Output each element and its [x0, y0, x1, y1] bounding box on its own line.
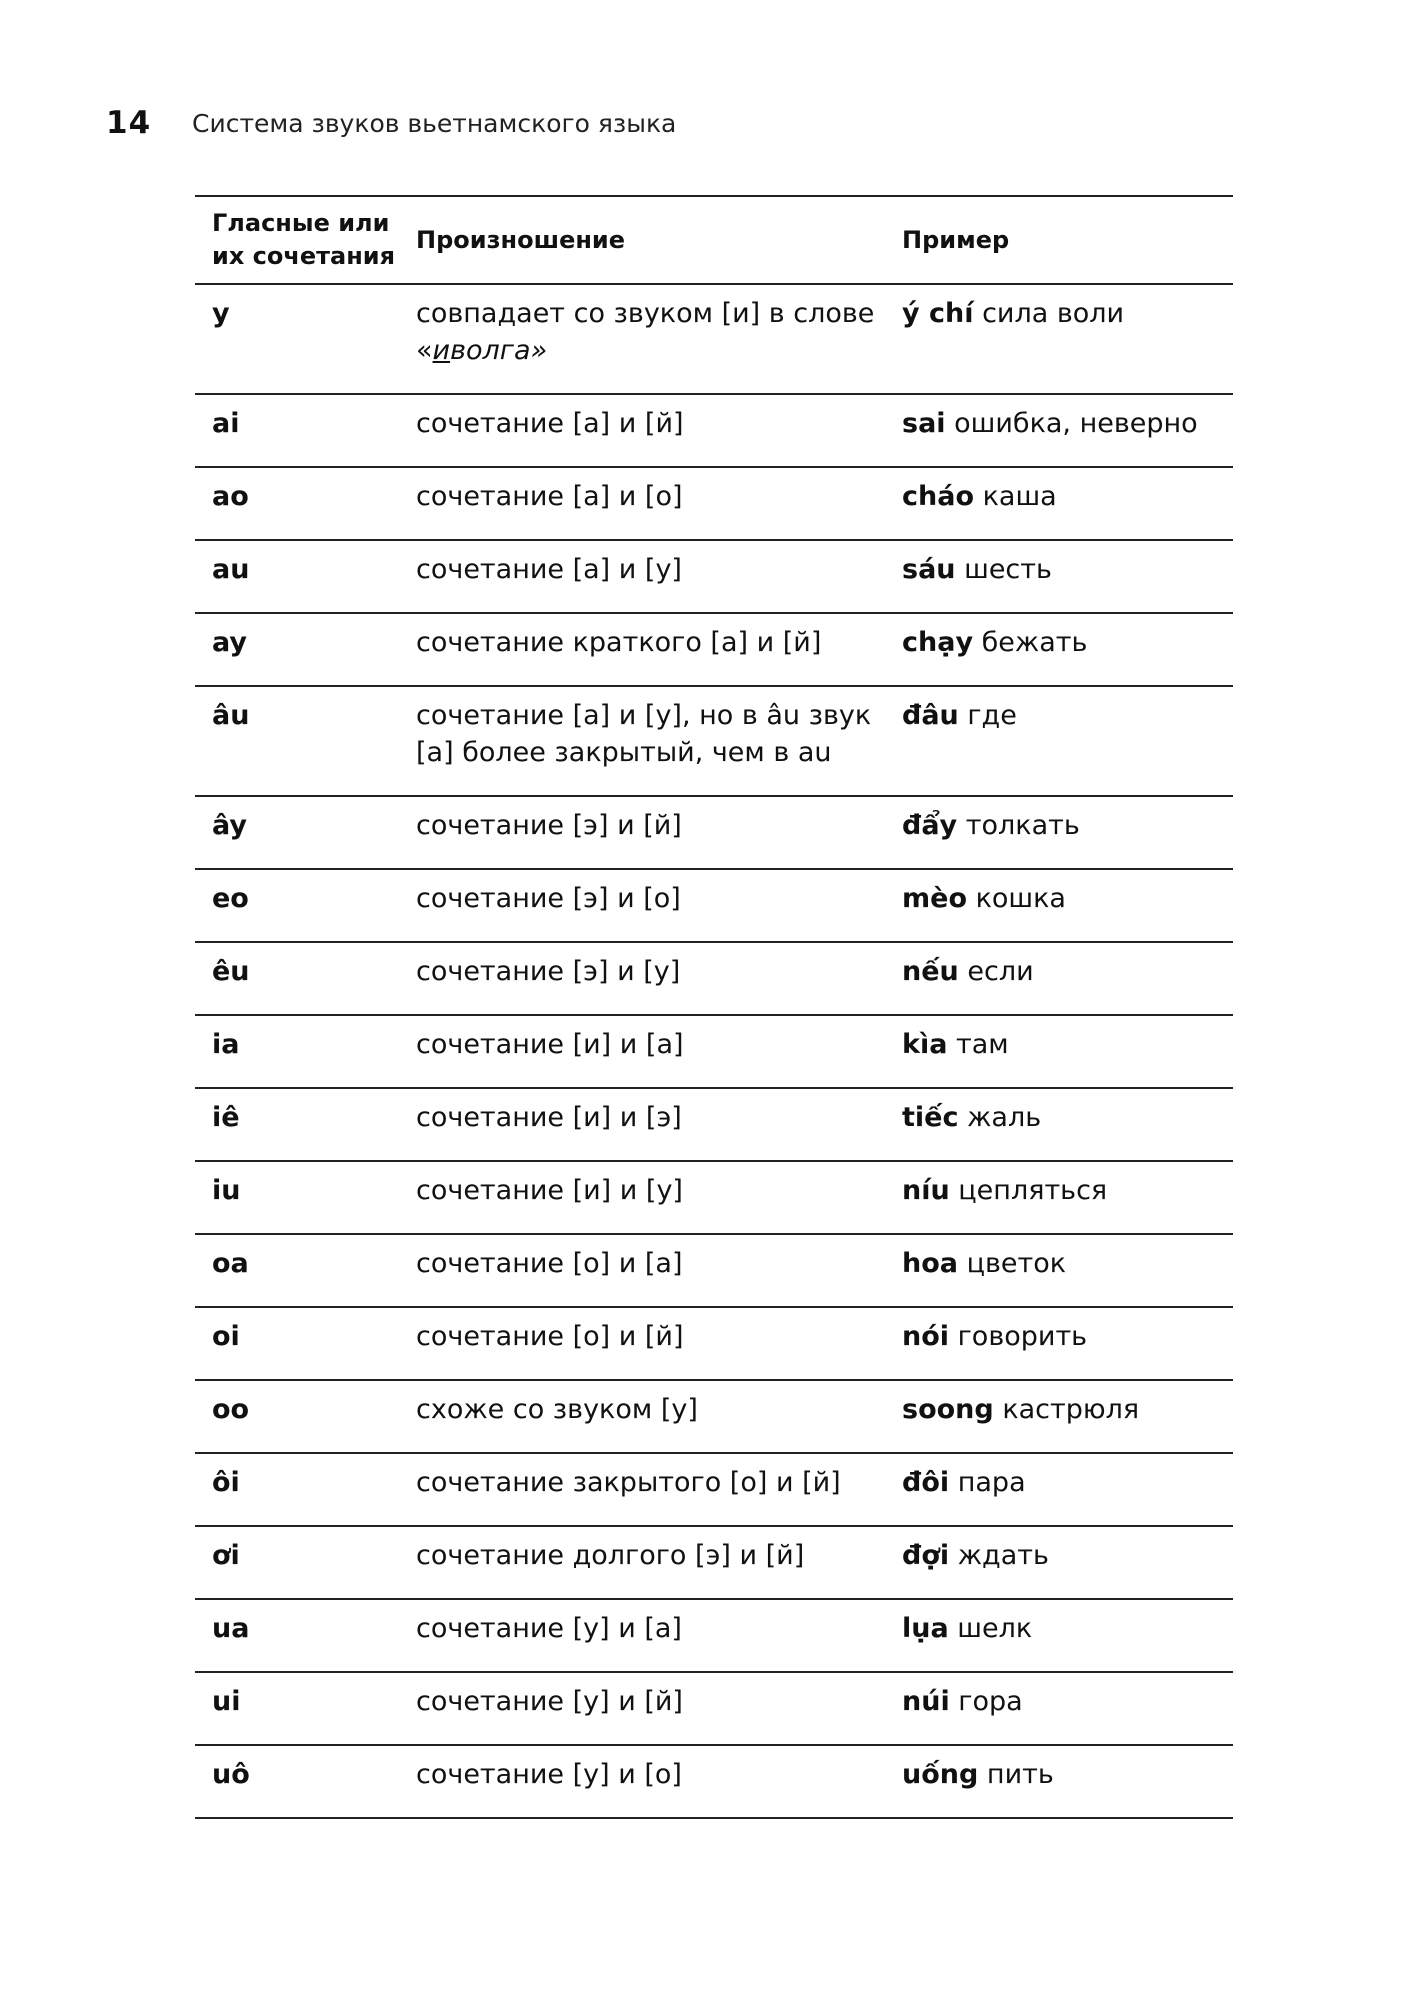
example-word: cháo [902, 481, 974, 512]
example-word: nếu [902, 956, 959, 987]
vowel-cell: ai [212, 408, 240, 439]
vowel-cell: âu [212, 700, 250, 731]
vowel-cell: ua [212, 1613, 250, 1644]
vowel-cell: ơi [212, 1540, 240, 1571]
table-row [195, 687, 1233, 797]
example-word: kìa [902, 1029, 948, 1060]
example-word: mèo [902, 883, 967, 914]
header-pronunciation: Произношение [416, 226, 626, 254]
table-row [195, 1016, 1233, 1089]
example-meaning: толкать [965, 810, 1080, 841]
pronunciation-cell: совпадает со звуком [и] в слове «иволга» [416, 298, 875, 366]
table-row [195, 943, 1233, 1016]
example-cell [902, 1683, 1233, 1720]
vowel-cell: y [212, 298, 230, 329]
example-cell [902, 1172, 1233, 1209]
example-cell [902, 1318, 1233, 1355]
table-row [195, 1308, 1233, 1381]
example-cell [902, 551, 1233, 588]
example-meaning: пить [986, 1759, 1054, 1790]
example-word: hoa [902, 1248, 958, 1279]
example-word: uống [902, 1759, 979, 1790]
vowel-table [195, 195, 1233, 1819]
vowel-cell: ao [212, 481, 249, 512]
table-body [195, 395, 1233, 1819]
example-cell [902, 880, 1233, 917]
example-meaning: ждать [957, 1540, 1049, 1571]
example-meaning: пара [957, 1467, 1026, 1498]
vowel-cell: uô [212, 1759, 250, 1790]
example-cell [902, 807, 1233, 844]
table-row [195, 541, 1233, 614]
pronunciation-cell: сочетание [а] и [о] [416, 481, 683, 512]
pronunciation-cell: сочетание [и] и [а] [416, 1029, 684, 1060]
pronunciation-cell: сочетание [у] и [а] [416, 1613, 682, 1644]
vowel-cell: oo [212, 1394, 250, 1425]
vowel-cell: oi [212, 1321, 240, 1352]
example-word: soong [902, 1394, 994, 1425]
vowel-cell: eo [212, 883, 249, 914]
table-row [195, 1089, 1233, 1162]
pronunciation-cell: сочетание закрытого [о] и [й] [416, 1467, 841, 1498]
table-row [195, 1527, 1233, 1600]
example-meaning: шесть [964, 554, 1052, 585]
example-meaning: гора [958, 1686, 1023, 1717]
vowel-cell: êu [212, 956, 250, 987]
example-meaning: если [967, 956, 1034, 987]
example-meaning: шелк [957, 1613, 1033, 1644]
pronunciation-cell: сочетание [и] и [у] [416, 1175, 683, 1206]
example-cell [902, 1026, 1233, 1063]
pronunciation-cell: сочетание [а] и [й] [416, 408, 684, 439]
pronunciation-cell: сочетание краткого [а] и [й] [416, 627, 822, 658]
example-cell [902, 1391, 1233, 1428]
table-row [195, 1600, 1233, 1673]
vowel-cell: iê [212, 1102, 240, 1133]
page-header [106, 103, 677, 143]
page-number: 14 [106, 105, 152, 141]
vowel-cell: au [212, 554, 250, 585]
example-cell [902, 478, 1233, 515]
pronunciation-cell: сочетание [и] и [э] [416, 1102, 682, 1133]
pronunciation-cell: сочетание [о] и [й] [416, 1321, 684, 1352]
table-row [195, 1381, 1233, 1454]
example-word: tiếc [902, 1102, 959, 1133]
vowel-cell: ia [212, 1029, 240, 1060]
example-cell [902, 405, 1233, 442]
example-meaning: где [967, 700, 1017, 731]
table-row [195, 870, 1233, 943]
example-meaning: жаль [967, 1102, 1042, 1133]
pronunciation-cell: сочетание [у] и [й] [416, 1686, 683, 1717]
example-meaning: говорить [957, 1321, 1088, 1352]
pronunciation-cell: сочетание [э] и [у] [416, 956, 681, 987]
header-example: Пример [902, 226, 1010, 254]
example-word: đẩy [902, 810, 958, 841]
table-row [195, 1673, 1233, 1746]
example-meaning: кастрюля [1002, 1394, 1140, 1425]
pronunciation-cell: сочетание [э] и [о] [416, 883, 681, 914]
example-meaning: каша [982, 481, 1057, 512]
vowel-cell: iu [212, 1175, 241, 1206]
example-cell [902, 1464, 1233, 1501]
running-title: Система звуков вьетнамского языка [192, 109, 677, 138]
table-row [195, 797, 1233, 870]
table-row [195, 1235, 1233, 1308]
example-cell [902, 953, 1233, 990]
pronunciation-cell: сочетание долгого [э] и [й] [416, 1540, 805, 1571]
pronunciation-cell: сочетание [у] и [о] [416, 1759, 682, 1790]
header-vowels: Гласные или их сочетания [212, 209, 396, 270]
example-cell [902, 1099, 1233, 1136]
example-cell: ý chí сила воли [902, 298, 1125, 329]
example-cell [902, 624, 1233, 661]
table-row [195, 285, 1233, 395]
example-cell [902, 1537, 1233, 1574]
example-meaning: цепляться [958, 1175, 1108, 1206]
table-row [195, 468, 1233, 541]
example-word: đâu [902, 700, 959, 731]
example-word: chạy [902, 627, 974, 658]
vowel-cell: ui [212, 1686, 241, 1717]
example-cell [902, 1756, 1233, 1793]
example-meaning: бежать [981, 627, 1088, 658]
example-cell [902, 697, 1233, 734]
example-word: đôi [902, 1467, 950, 1498]
example-cell [902, 1245, 1233, 1282]
vowel-cell: oa [212, 1248, 249, 1279]
example-word: sai [902, 408, 946, 439]
table-row [195, 614, 1233, 687]
table-header-row [195, 197, 1233, 285]
example-word: núi [902, 1686, 950, 1717]
vowel-cell: ôi [212, 1467, 240, 1498]
example-meaning: цветок [966, 1248, 1067, 1279]
example-word: sáu [902, 554, 956, 585]
example-meaning: там [956, 1029, 1009, 1060]
pronunciation-cell: сочетание [а] и [у], но в âu звук [а] более закрытый, чем в au [416, 700, 872, 768]
example-cell [902, 1610, 1233, 1647]
pronunciation-cell: сочетание [а] и [у] [416, 554, 682, 585]
example-meaning: ошибка, неверно [954, 408, 1198, 439]
table-row [195, 1454, 1233, 1527]
pronunciation-cell: схоже со звуком [у] [416, 1394, 698, 1425]
example-word: níu [902, 1175, 950, 1206]
example-word: lụa [902, 1613, 949, 1644]
example-word: nói [902, 1321, 950, 1352]
example-meaning: кошка [975, 883, 1066, 914]
vowel-cell: ay [212, 627, 247, 658]
table-row [195, 395, 1233, 468]
example-word: đợi [902, 1540, 950, 1571]
table-row [195, 1746, 1233, 1819]
vowel-cell: ây [212, 810, 247, 841]
pronunciation-cell: сочетание [о] и [а] [416, 1248, 683, 1279]
pronunciation-cell: сочетание [э] и [й] [416, 810, 682, 841]
table-row [195, 1162, 1233, 1235]
